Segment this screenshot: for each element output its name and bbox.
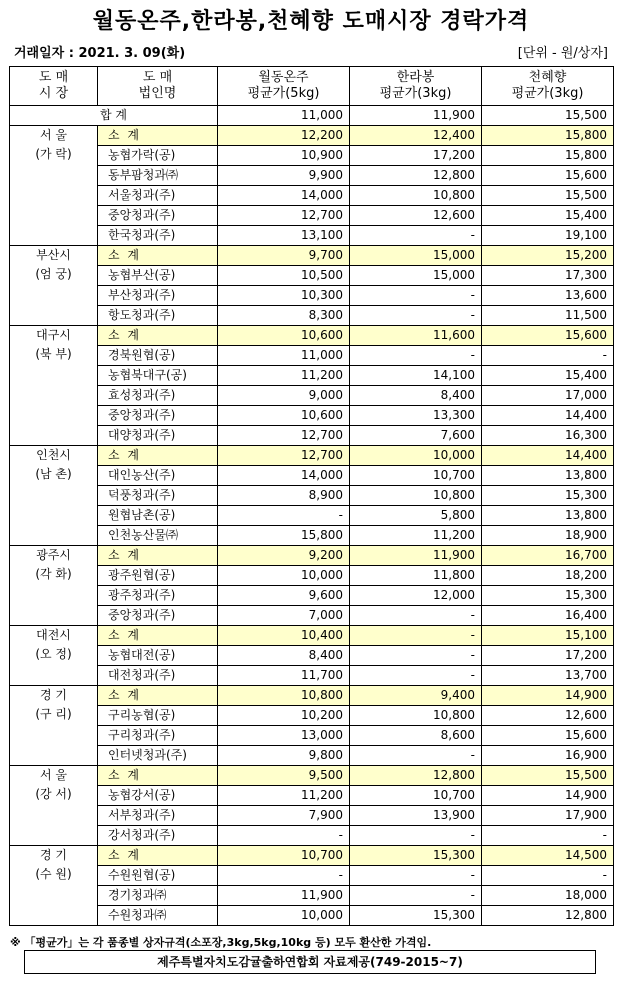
price-value: 9,800: [218, 746, 350, 766]
price-value: 10,700: [350, 786, 482, 806]
price-value: 8,300: [218, 306, 350, 326]
price-value: 15,600: [482, 326, 614, 346]
corp-name: 소 계: [98, 846, 218, 866]
page-title: 월동온주,한라봉,천혜향 도매시장 경락가격: [92, 9, 530, 34]
subtotal-row: [10, 686, 614, 706]
table-row: [10, 726, 614, 746]
table-row: [10, 426, 614, 446]
table-row: [10, 366, 614, 386]
price-value: 15,400: [482, 206, 614, 226]
corp-name: 덕풍청과(주): [98, 486, 218, 506]
corp-name: 농협강서(공): [98, 786, 218, 806]
table-row: [10, 606, 614, 626]
price-value: 15,800: [218, 526, 350, 546]
price-value: 14,100: [350, 366, 482, 386]
table-row: [10, 186, 614, 206]
corp-name: 소 계: [98, 546, 218, 566]
price-value: 12,600: [482, 706, 614, 726]
price-value: 16,400: [482, 606, 614, 626]
price-value: 15,300: [350, 906, 482, 926]
price-value: 14,000: [218, 186, 350, 206]
table-row: [10, 746, 614, 766]
price-value: 10,400: [218, 626, 350, 646]
price-value: 7,600: [350, 426, 482, 446]
price-value: 16,700: [482, 546, 614, 566]
corp-name: 대양청과(주): [98, 426, 218, 446]
price-value: 9,500: [218, 766, 350, 786]
price-value: 9,400: [350, 686, 482, 706]
price-value: 14,400: [482, 406, 614, 426]
price-value: 14,900: [482, 686, 614, 706]
subtotal-row: [10, 246, 614, 266]
price-value: -: [350, 626, 482, 646]
table-row: [10, 306, 614, 326]
price-value: 7,900: [218, 806, 350, 826]
price-value: -: [482, 866, 614, 886]
price-value: 12,800: [350, 766, 482, 786]
price-value: 12,700: [218, 426, 350, 446]
table-row: [10, 706, 614, 726]
price-value: -: [350, 886, 482, 906]
price-value: 12,700: [218, 446, 350, 466]
corp-name: 수원청과㈜: [98, 906, 218, 926]
corp-name: 광주청과(주): [98, 586, 218, 606]
price-value: -: [350, 646, 482, 666]
table-row: [10, 146, 614, 166]
price-value: 17,900: [482, 806, 614, 826]
price-value: 11,200: [218, 786, 350, 806]
corp-name: 농협대전(공): [98, 646, 218, 666]
price-value: 10,800: [350, 186, 482, 206]
price-value: -: [218, 866, 350, 886]
price-value: 10,800: [350, 706, 482, 726]
market-cell: 서 울 (강 서): [10, 766, 98, 846]
corp-name: 농협가락(공): [98, 146, 218, 166]
price-value: 8,400: [350, 386, 482, 406]
price-value: 13,000: [218, 726, 350, 746]
corp-name: 중앙청과(주): [98, 206, 218, 226]
price-value: -: [482, 826, 614, 846]
price-value: 11,000: [218, 346, 350, 366]
price-value: 15,400: [482, 366, 614, 386]
table-row: [10, 406, 614, 426]
corp-name: 경기청과㈜: [98, 886, 218, 906]
table-row: [10, 906, 614, 926]
corp-name: 대전청과(주): [98, 666, 218, 686]
price-value: 16,900: [482, 746, 614, 766]
subtotal-row: [10, 326, 614, 346]
subtotal-row: [10, 546, 614, 566]
price-value: -: [218, 506, 350, 526]
total-value: 11,900: [350, 106, 482, 126]
corp-name: 소 계: [98, 446, 218, 466]
price-value: 15,000: [350, 266, 482, 286]
corp-name: 수원원협(공): [98, 866, 218, 886]
price-value: 9,200: [218, 546, 350, 566]
subtotal-row: [10, 846, 614, 866]
header-hallabong: 한라봉 평균가(3kg): [350, 67, 482, 106]
price-value: 17,000: [482, 386, 614, 406]
table-row: [10, 346, 614, 366]
corp-name: 인천농산물㈜: [98, 526, 218, 546]
price-value: -: [218, 826, 350, 846]
price-value: 11,800: [350, 566, 482, 586]
corp-name: 서울청과(주): [98, 186, 218, 206]
table-row: [10, 166, 614, 186]
price-value: 13,900: [350, 806, 482, 826]
price-value: 15,800: [482, 126, 614, 146]
price-value: 18,200: [482, 566, 614, 586]
trade-date: 거래일자 : 2021. 3. 09(화): [14, 46, 186, 61]
table-row: [10, 586, 614, 606]
total-value: 11,000: [218, 106, 350, 126]
price-value: 10,300: [218, 286, 350, 306]
corp-name: 농협북대구(공): [98, 366, 218, 386]
price-value: 15,600: [482, 166, 614, 186]
corp-name: 소 계: [98, 766, 218, 786]
market-cell: 광주시 (각 화): [10, 546, 98, 626]
unit-label: [단위 - 원/상자]: [517, 46, 608, 61]
price-value: 12,800: [350, 166, 482, 186]
corp-name: 인터넷청과(주): [98, 746, 218, 766]
table-row: [10, 226, 614, 246]
corp-name: 중앙청과(주): [98, 606, 218, 626]
price-value: -: [350, 666, 482, 686]
price-value: 8,900: [218, 486, 350, 506]
price-value: -: [350, 746, 482, 766]
price-value: 11,200: [218, 366, 350, 386]
price-value: 15,500: [482, 186, 614, 206]
table-header-row: [10, 67, 614, 106]
price-value: 10,000: [350, 446, 482, 466]
price-value: 15,000: [350, 246, 482, 266]
price-value: 10,600: [218, 326, 350, 346]
price-value: 13,800: [482, 506, 614, 526]
price-value: 11,500: [482, 306, 614, 326]
table-row: [10, 206, 614, 226]
header-wintermandarin: 월동온주 평균가(5kg): [218, 67, 350, 106]
price-value: 16,300: [482, 426, 614, 446]
table-row: [10, 786, 614, 806]
price-value: -: [350, 346, 482, 366]
price-table: [9, 66, 614, 926]
price-value: 15,800: [482, 146, 614, 166]
corp-name: 구리청과(주): [98, 726, 218, 746]
corp-name: 항도청과(주): [98, 306, 218, 326]
table-row: [10, 826, 614, 846]
table-row: [10, 266, 614, 286]
corp-name: 소 계: [98, 246, 218, 266]
price-value: 12,200: [218, 126, 350, 146]
price-value: 11,200: [350, 526, 482, 546]
price-value: 8,600: [350, 726, 482, 746]
price-value: 19,100: [482, 226, 614, 246]
corp-name: 효성청과(주): [98, 386, 218, 406]
table-row: [10, 806, 614, 826]
price-value: 13,600: [482, 286, 614, 306]
price-value: 14,900: [482, 786, 614, 806]
table-row: [10, 466, 614, 486]
footnote: ※ 「평균가」는 각 품종별 상자규격(소포장,3kg,5kg,10kg 등) 모두 환산한 가격임.: [10, 936, 432, 949]
price-value: 12,000: [350, 586, 482, 606]
price-value: 11,600: [350, 326, 482, 346]
price-value: 17,200: [350, 146, 482, 166]
table-row: [10, 566, 614, 586]
price-value: 15,300: [482, 586, 614, 606]
market-cell: 경 기 (수 원): [10, 846, 98, 926]
price-value: 18,000: [482, 886, 614, 906]
price-value: 18,900: [482, 526, 614, 546]
corp-name: 소 계: [98, 326, 218, 346]
price-value: 11,900: [350, 546, 482, 566]
table-row: [10, 506, 614, 526]
header-market: 도 매 시 장: [10, 67, 98, 106]
price-value: 12,700: [218, 206, 350, 226]
price-value: 5,800: [350, 506, 482, 526]
subtotal-row: [10, 446, 614, 466]
price-value: -: [482, 346, 614, 366]
price-value: -: [350, 226, 482, 246]
corp-name: 강서청과(주): [98, 826, 218, 846]
header-corp: 도 매 법인명: [98, 67, 218, 106]
price-value: 11,700: [218, 666, 350, 686]
corp-name: 대인농산(주): [98, 466, 218, 486]
corp-name: 광주원협(공): [98, 566, 218, 586]
market-cell: 서 울 (가 락): [10, 126, 98, 246]
table-row: [10, 526, 614, 546]
price-value: 10,700: [350, 466, 482, 486]
total-row: [10, 106, 614, 126]
price-value: 10,000: [218, 566, 350, 586]
table-row: [10, 286, 614, 306]
corp-name: 구리농협(공): [98, 706, 218, 726]
price-value: 15,200: [482, 246, 614, 266]
corp-name: 경북원협(공): [98, 346, 218, 366]
table-row: [10, 666, 614, 686]
price-value: 9,900: [218, 166, 350, 186]
price-value: 7,000: [218, 606, 350, 626]
price-value: -: [350, 826, 482, 846]
price-value: 14,500: [482, 846, 614, 866]
market-cell: 대구시 (북 부): [10, 326, 98, 446]
price-value: 10,500: [218, 266, 350, 286]
table-row: [10, 486, 614, 506]
price-value: 10,900: [218, 146, 350, 166]
table-row: [10, 886, 614, 906]
corp-name: 한국청과(주): [98, 226, 218, 246]
subtotal-row: [10, 766, 614, 786]
market-cell: 인천시 (남 촌): [10, 446, 98, 546]
market-cell: 경 기 (구 리): [10, 686, 98, 766]
price-value: 15,300: [350, 846, 482, 866]
price-value: 8,400: [218, 646, 350, 666]
price-value: 9,700: [218, 246, 350, 266]
price-value: 12,600: [350, 206, 482, 226]
corp-name: 소 계: [98, 126, 218, 146]
price-value: -: [350, 606, 482, 626]
price-value: 10,800: [218, 686, 350, 706]
market-cell: 대전시 (오 정): [10, 626, 98, 686]
corp-name: 농협부산(공): [98, 266, 218, 286]
price-value: 10,800: [350, 486, 482, 506]
price-value: 11,900: [218, 886, 350, 906]
price-value: 15,600: [482, 726, 614, 746]
price-value: 12,800: [482, 906, 614, 926]
price-value: 17,200: [482, 646, 614, 666]
price-value: 12,400: [350, 126, 482, 146]
total-value: 15,500: [482, 106, 614, 126]
price-value: 10,600: [218, 406, 350, 426]
price-value: 13,800: [482, 466, 614, 486]
total-label: 합 계: [10, 106, 218, 126]
price-value: 13,700: [482, 666, 614, 686]
price-value: -: [350, 286, 482, 306]
market-cell: 부산시 (엄 궁): [10, 246, 98, 326]
price-value: 10,200: [218, 706, 350, 726]
price-value: 17,300: [482, 266, 614, 286]
price-value: 13,100: [218, 226, 350, 246]
price-value: 9,000: [218, 386, 350, 406]
corp-name: 부산청과(주): [98, 286, 218, 306]
corp-name: 소 계: [98, 626, 218, 646]
price-value: 14,400: [482, 446, 614, 466]
table-row: [10, 646, 614, 666]
price-value: -: [350, 306, 482, 326]
price-value: 15,500: [482, 766, 614, 786]
price-value: 14,000: [218, 466, 350, 486]
subtotal-row: [10, 126, 614, 146]
price-value: 10,700: [218, 846, 350, 866]
price-value: 13,300: [350, 406, 482, 426]
corp-name: 소 계: [98, 686, 218, 706]
header-cheonhyehyang: 천혜향 평균가(3kg): [482, 67, 614, 106]
table-row: [10, 866, 614, 886]
corp-name: 서부청과(주): [98, 806, 218, 826]
price-value: 10,000: [218, 906, 350, 926]
corp-name: 중앙청과(주): [98, 406, 218, 426]
subtotal-row: [10, 626, 614, 646]
price-value: 9,600: [218, 586, 350, 606]
price-value: -: [350, 866, 482, 886]
price-value: 15,100: [482, 626, 614, 646]
corp-name: 원협남촌(공): [98, 506, 218, 526]
price-value: 15,300: [482, 486, 614, 506]
corp-name: 동부팜청과㈜: [98, 166, 218, 186]
source-credit: 제주특별자치도감귤출하연합회 자료제공(749-2015~7): [24, 950, 596, 974]
table-row: [10, 386, 614, 406]
